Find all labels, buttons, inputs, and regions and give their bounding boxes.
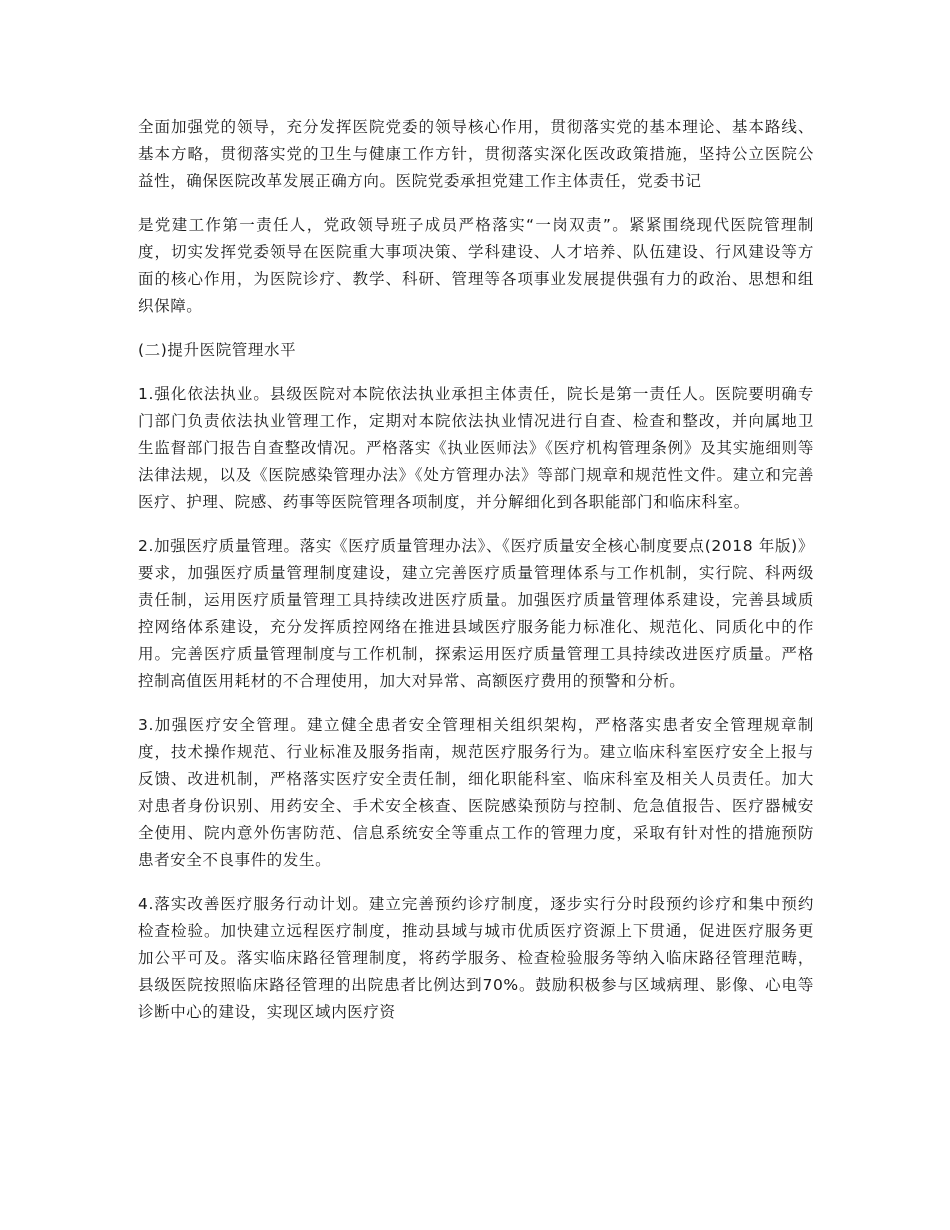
section-heading-hospital-management: (二)提升医院管理水平 [138, 341, 297, 359]
paragraph-party-leadership: 全面加强党的领导，充分发挥医院党委的领导核心作用，贯彻落实党的基本理论、基本路线、基本方略，贯彻落实党的卫生与健康工作方针，贯彻落实深化医改政策措施，坚持公立医院公益性，确保医院改革发展正确方向。医院党委承担党建工作主体责任，党委书记 [138, 118, 814, 190]
paragraph-safety-management: 3.加强医疗安全管理。建立健全患者安全管理相关组织架构，严格落实患者安全管理规章制度，技术操作规范、行业标准及服务指南，规范医疗服务行为。建立临床科室医疗安全上报与反馈、改进机制，严格落实医疗安全责任制，细化职能科室、临床科室及相关人员责任。加大对患者身份识别、用药安全、手术安全核查、医院感染预防与控制、危急值报告、医疗器械安全使用、院内意外伤害防范、信息系统安全等重点工作的管理力度，采取有针对性的措施预防患者安全不良事件的发生。 [138, 716, 814, 869]
paragraph-service-improvement: 4.落实改善医疗服务行动计划。建立完善预约诊疗制度，逐步实行分时段预约诊疗和集中预约检查检验。加快建立远程医疗制度，推动县域与城市优质医疗资源上下贯通，促进医疗服务更加公平可及。落实临床路径管理制度，将药学服务、检查检验服务等纳入临床路径管理范畴，县级医院按照临床路径管理的出院患者比例达到70%。鼓励积极参与区域病理、影像、心电等诊断中心的建设，实现区域内医疗资 [138, 895, 814, 1021]
document-body [138, 114, 814, 1043]
paragraph-law-practice: 1.强化依法执业。县级医院对本院依法执业承担主体责任，院长是第一责任人。医院要明确专门部门负责依法执业管理工作，定期对本院依法执业情况进行自查、检查和整改，并向属地卫生监督部门报告自查整改情况。严格落实《执业医师法》《医疗机构管理条例》及其实施细则等法律法规，以及《医院感染管理办法》《处方管理办法》等部门规章和规范性文件。建立和完善医疗、护理、院感、药事等医院管理各项制度，并分解细化到各职能部门和临床科室。 [138, 385, 814, 511]
paragraph-quality-management: 2.加强医疗质量管理。落实《医疗质量管理办法》、《医疗质量安全核心制度要点(2018 年版)》要求，加强医疗质量管理制度建设，建立完善医疗质量管理体系与工作机制，实行院、科两级责任制，运用医疗质量管理工具持续改进医疗质量。加强医疗质量管理体系建设，完善县域质控网络体系建设，充分发挥质控网络在推进县域医疗服务能力标准化、规范化、同质化中的作用。完善医疗质量管理制度与工作机制，探索运用医疗质量管理工具持续改进医疗质量。严格控制高值医用耗材的不合理使用，加大对异常、高额医疗费用的预警和分析。 [138, 537, 814, 690]
paragraph-party-responsibility: 是党建工作第一责任人，党政领导班子成员严格落实“一岗双责”。紧紧围绕现代医院管理制度，切实发挥党委领导在医院重大事项决策、学科建设、人才培养、队伍建设、行风建设等方面的核心作用，为医院诊疗、教学、科研、管理等各项事业发展提供强有力的政治、思想和组织保障。 [138, 216, 814, 315]
